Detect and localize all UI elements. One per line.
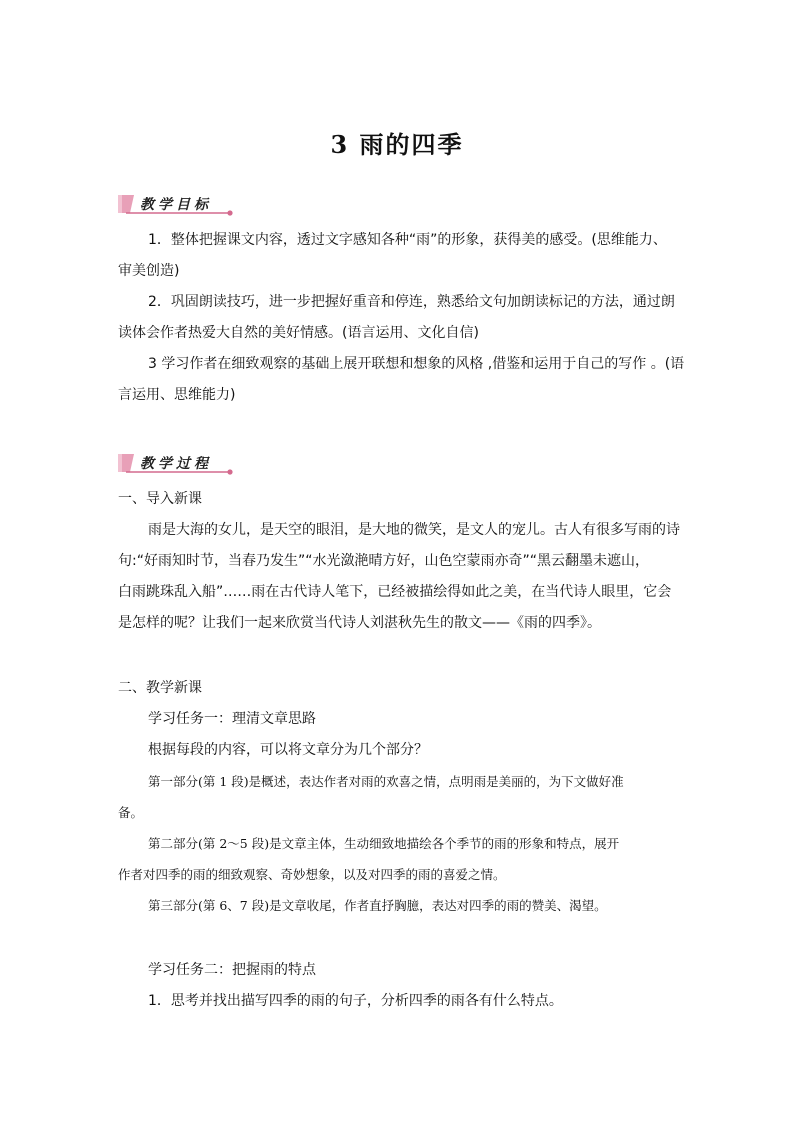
intro-line: 是怎样的呢？让我们一起来欣赏当代诗人刘湛秋先生的散文——《雨的四季》。 [118, 615, 601, 631]
section-banner-objectives [118, 193, 236, 217]
task-item: 1．思考并找出描写四季的雨的句子，分析四季的雨各有什么特点。 [148, 993, 563, 1009]
section-label: 教学目标 [140, 197, 212, 213]
intro-line: 句:“好雨知时节，当春乃发生”“水光潋滟晴方好，山色空蒙雨亦奇”“黑云翻墨未遮山， [118, 553, 649, 569]
answer-line: 第二部分(第 2～5 段)是文章主体，生动细致地描绘各个季节的雨的形象和特点，展开 [148, 836, 620, 851]
answer-line: 第三部分(第 6、7 段)是文章收尾，作者直抒胸臆，表达对四季的雨的赞美、渴望。 [148, 898, 607, 913]
page-title: 3 雨的四季 [330, 130, 464, 159]
part-heading: 一、导入新课 [118, 491, 202, 507]
task-question: 根据每段的内容，可以将文章分为几个部分？ [148, 742, 428, 758]
task-heading: 学习任务一：理清文章思路 [148, 711, 316, 727]
objective-line: 2．巩固朗读技巧，进一步把握好重音和停连，熟悉给文句加朗读标记的方法，通过朗 [148, 294, 675, 310]
intro-line: 雨是大海的女儿，是天空的眼泪，是大地的微笑，是文人的宠儿。古人有很多写雨的诗 [148, 522, 680, 538]
objective-line: 读体会作者热爱大自然的美好情感。(语言运用、文化自信) [118, 325, 479, 341]
task-heading: 学习任务二：把握雨的特点 [148, 962, 316, 978]
answer-line: 备。 [118, 805, 144, 820]
answer-line: 第一部分(第 1 段)是概述，表达作者对雨的欢喜之情，点明雨是美丽的，为下文做好准 [148, 774, 624, 789]
objective-line: 审美创造) [118, 263, 180, 279]
objective-line: 言运用、思维能力) [118, 387, 236, 403]
part-heading: 二、教学新课 [118, 680, 202, 696]
section-banner-process [118, 452, 236, 476]
intro-line: 白雨跳珠乱入船”……雨在古代诗人笔下，已经被描绘得如此之美，在当代诗人眼里，它会 [118, 584, 672, 600]
answer-line: 作者对四季的雨的细致观察、奇妙想象，以及对四季的雨的喜爱之情。 [118, 867, 506, 882]
section-label: 教学过程 [140, 456, 212, 472]
objective-line: 1．整体把握课文内容，透过文字感知各种“雨”的形象，获得美的感受。(思维能力、 [148, 232, 667, 248]
objective-line: 3 学习作者在细致观察的基础上展开联想和想象的风格 ,借鉴和运用于自己的写作 。(语 [148, 356, 685, 372]
